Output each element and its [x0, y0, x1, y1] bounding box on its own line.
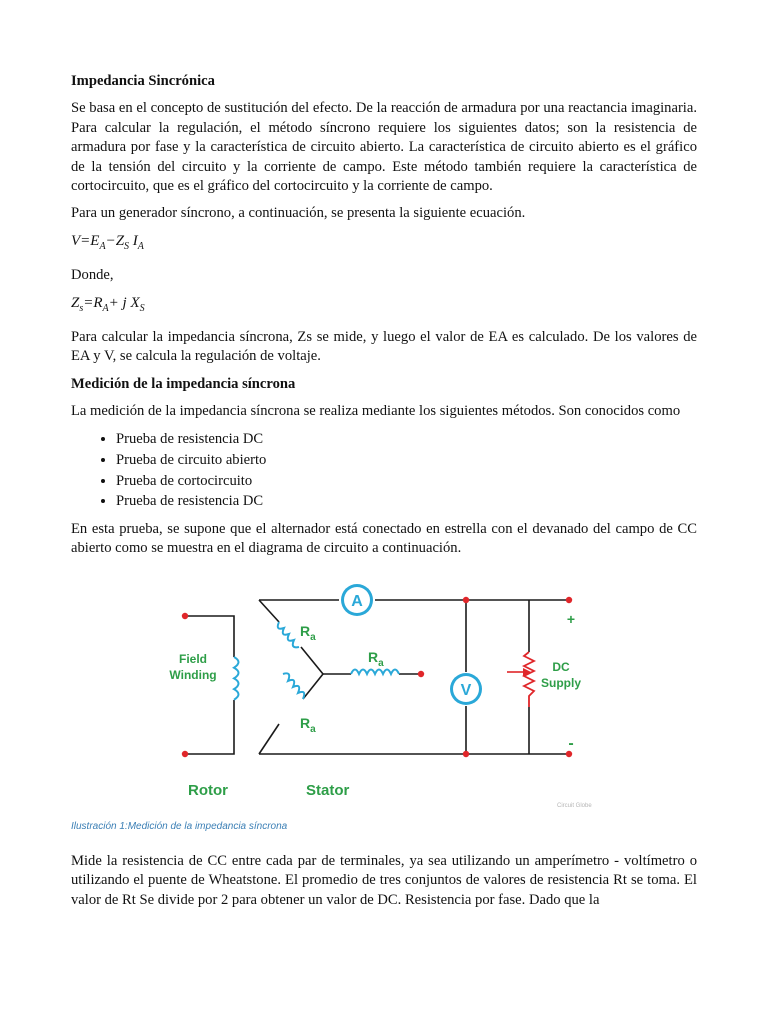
section-title-impedancia: Impedancia Sincrónica	[71, 73, 215, 89]
paragraph: La medición de la impedancia síncrona se realiza mediante los siguientes métodos. Son conocidos como	[71, 403, 681, 420]
ra-mid-label: $R_a$	[368, 648, 384, 669]
terminal-dot	[182, 750, 188, 756]
list-item: • Prueba de resistencia DC	[116, 492, 697, 511]
minus-sign: -	[568, 734, 574, 752]
ra-bottom-label: $R_a$	[300, 714, 316, 735]
field-winding-label: Winding	[169, 667, 217, 682]
paragraph: Para un generador síncrono, a continuación, se presenta la siguiente ecuación.	[71, 205, 526, 222]
stator-label: Stator	[306, 781, 350, 799]
paragraph: Mide la resistencia de CC entre cada par de terminales, ya sea utilizando un amperímetro - voltímetro o utilizando el puente de Wheatstone. El promedio de tres conjuntos de valores de resistencia Rt se toma. El valor de Rt Se divide por 2 para obtener un valor de DC. Resistencia por fase. Dado que la	[71, 853, 697, 908]
dc-supply-label: Supply	[540, 675, 582, 690]
terminal-dot	[182, 612, 188, 618]
figure-caption: Ilustración 1:Medición de la impedancia síncrona	[71, 820, 288, 832]
methods-list	[71, 430, 697, 512]
paragraph: En esta prueba, se supone que el alternador está conectado en estrella con el devanado del campo de CC abierto como se muestra en el diagrama de circuito a continuación.	[71, 520, 697, 557]
circuit-diagram	[71, 567, 697, 817]
dc-supply-label: DC	[552, 659, 570, 674]
ammeter-label: A	[351, 592, 363, 610]
ra-top-label: $R_a$	[300, 622, 316, 643]
field-winding-label: Field	[178, 651, 208, 666]
terminal-dot	[566, 596, 572, 602]
section-title-medicion: Medición de la impedancia síncrona	[71, 375, 296, 392]
document-body	[71, 72, 697, 918]
watermark-text: Circuit Globe	[557, 802, 592, 809]
paragraph: Para calcular la impedancia síncrona, Zs se mide, y luego el valor de EA es calculado. De los valores de EA y V, se calcula la regulación de voltaje.	[71, 329, 697, 365]
list-item: • Prueba de resistencia DC	[116, 430, 697, 449]
paragraph-donde: Donde,	[71, 267, 114, 284]
voltmeter-label: V	[460, 681, 472, 699]
circuit-diagram-svg	[71, 567, 697, 817]
equation-voltage: $V=E_A-Z_S$ $I_A$	[71, 232, 144, 252]
plus-sign: +	[566, 610, 576, 627]
rotor-label: Rotor	[188, 781, 228, 799]
list-item: • Prueba de circuito abierto	[116, 451, 697, 470]
terminal-dot	[463, 750, 469, 756]
list-item: • Prueba de cortocircuito	[116, 472, 697, 491]
terminal-dot	[463, 596, 469, 602]
paragraph: Se basa en el concepto de sustitución del efecto. De la reacción de armadura por una reactancia imaginaria. Para calcular la regulación, el método síncrono requiere los siguientes datos; son la resistencia de armadura por fase y la característica de circuito abierto. La característica de circuito abierto es el gráfico de la tensión del circuito y la corriente de campo. Este método también requiere la característica de cortocircuito, que es el gráfico del cortocircuito y la corriente de campo.	[71, 100, 697, 195]
equation-impedance: $Z_s=R_A+ j$ $X_S$	[71, 294, 145, 314]
terminal-dot	[418, 670, 424, 676]
